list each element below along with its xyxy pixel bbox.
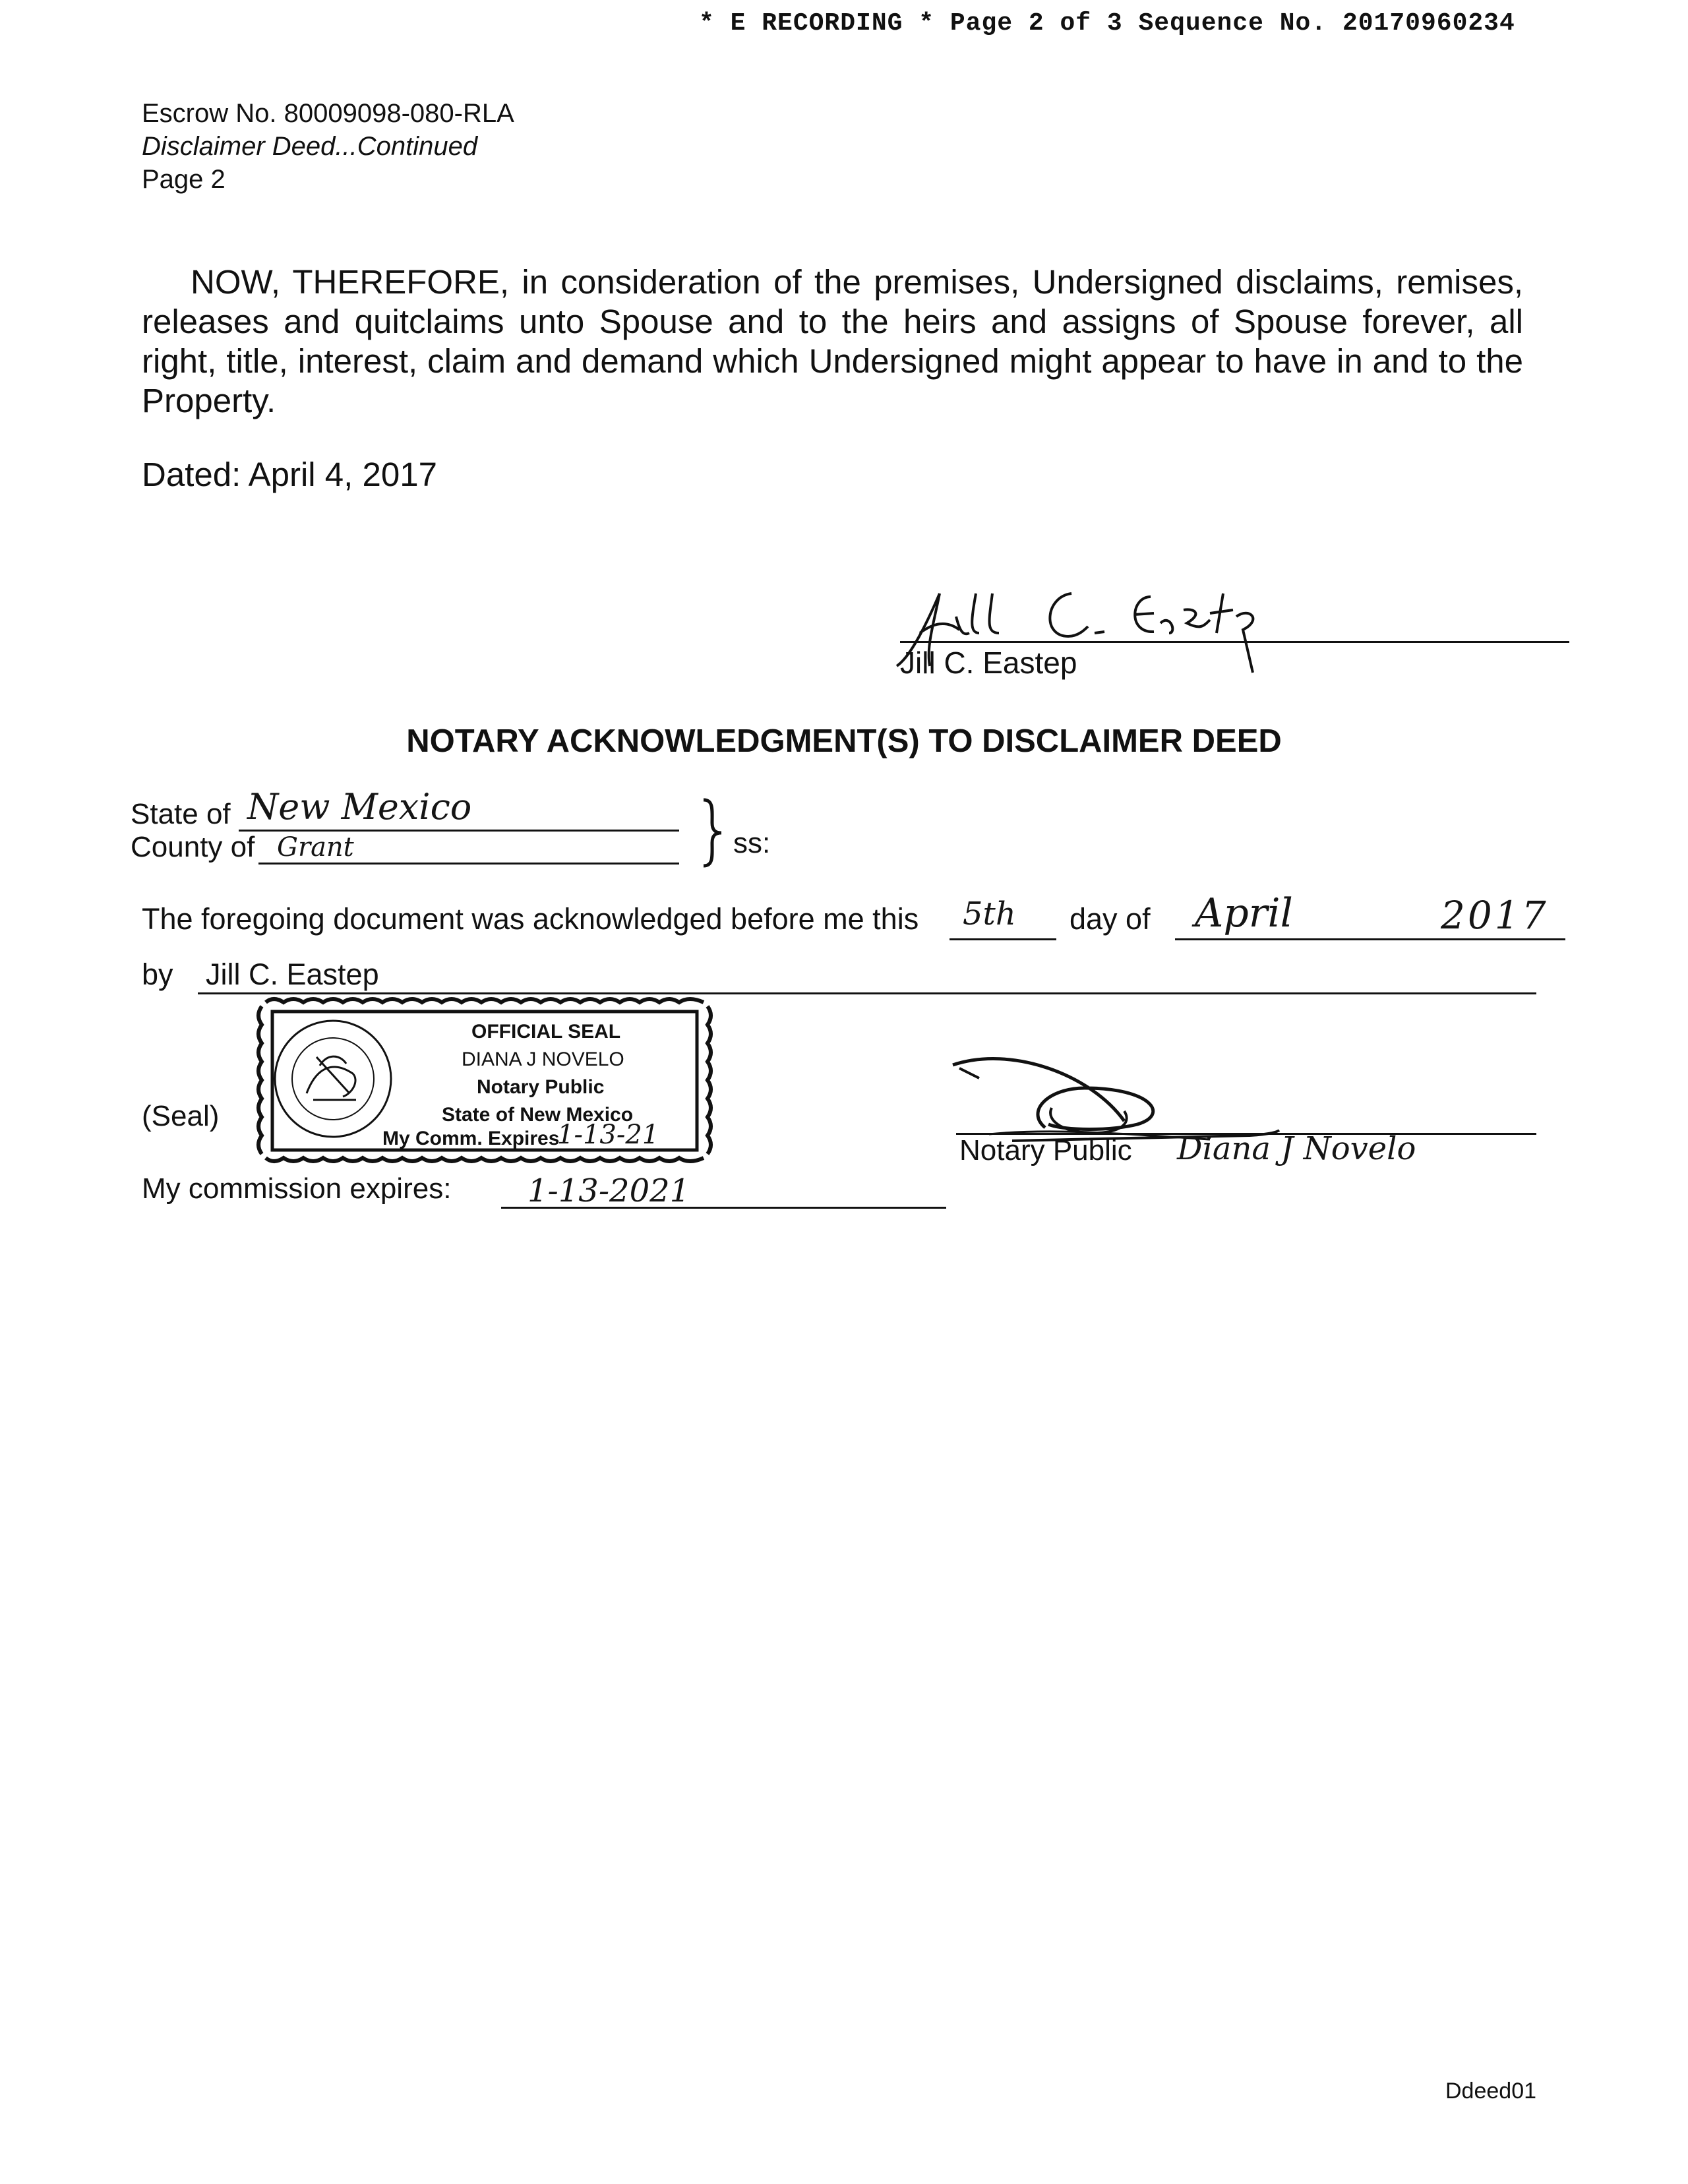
notary-stamp bbox=[254, 994, 715, 1166]
stamp-line-2: DIANA J NOVELO bbox=[462, 1048, 624, 1070]
document-title-continued: Disclaimer Deed...Continued bbox=[142, 132, 478, 161]
county-line bbox=[258, 863, 679, 864]
escrow-number: Escrow No. 80009098-080-RLA bbox=[142, 99, 514, 128]
stamp-line-1: OFFICIAL SEAL bbox=[471, 1021, 621, 1043]
handwritten-day: 5th bbox=[963, 895, 1016, 932]
month-year-line bbox=[1175, 938, 1565, 940]
seal-label: (Seal) bbox=[142, 1100, 220, 1132]
brace-icon bbox=[700, 797, 727, 869]
day-line bbox=[950, 938, 1056, 940]
body-paragraph: NOW, THEREFORE, in consideration of the premises, Undersigned disclaims, remises, releases and quitclaims unto Spouse and to the heirs and assigns of Spouse forever, all right, title, interest, claim and demand which Undersigned might appear to have in and to the Property. bbox=[142, 263, 1523, 419]
stamp-expiration-handwritten: 1-13-21 bbox=[557, 1120, 659, 1150]
handwritten-notary-name: Diana J Novelo bbox=[1177, 1130, 1416, 1167]
signer-signature-line bbox=[900, 641, 1569, 643]
handwritten-year: 2017 bbox=[1441, 893, 1549, 938]
acknowledged-by-name: Jill C. Eastep bbox=[206, 957, 379, 991]
notary-heading: NOTARY ACKNOWLEDGMENT(S) TO DISCLAIMER DEED bbox=[406, 723, 1282, 759]
notary-public-label: Notary Public bbox=[959, 1134, 1132, 1167]
signer-name: Jill C. Eastep bbox=[900, 646, 1077, 680]
stamp-line-4: State of New Mexico bbox=[442, 1104, 634, 1126]
by-label: by bbox=[142, 957, 173, 991]
state-line bbox=[239, 830, 679, 832]
stamp-line-5: My Comm. Expires bbox=[382, 1128, 560, 1149]
handwritten-month: April bbox=[1195, 890, 1293, 936]
handwritten-commission-date: 1-13-2021 bbox=[528, 1172, 690, 1209]
acknowledgment-text: The foregoing document was acknowledged before me this bbox=[142, 902, 919, 936]
handwritten-county: Grant bbox=[277, 832, 354, 863]
page-number: Page 2 bbox=[142, 165, 226, 194]
state-label: State of bbox=[131, 798, 231, 830]
dated-line: Dated: April 4, 2017 bbox=[142, 456, 437, 493]
county-label: County of bbox=[131, 831, 255, 863]
day-of-label: day of bbox=[1070, 902, 1151, 936]
handwritten-state: New Mexico bbox=[247, 786, 472, 828]
commission-expires-label: My commission expires: bbox=[142, 1172, 452, 1205]
form-code: Ddeed01 bbox=[1445, 2078, 1537, 2104]
ss-label: ss: bbox=[733, 827, 771, 859]
recording-header: * E RECORDING * Page 2 of 3 Sequence No. 20170960234 bbox=[699, 9, 1515, 38]
stamp-line-3: Notary Public bbox=[477, 1076, 605, 1098]
